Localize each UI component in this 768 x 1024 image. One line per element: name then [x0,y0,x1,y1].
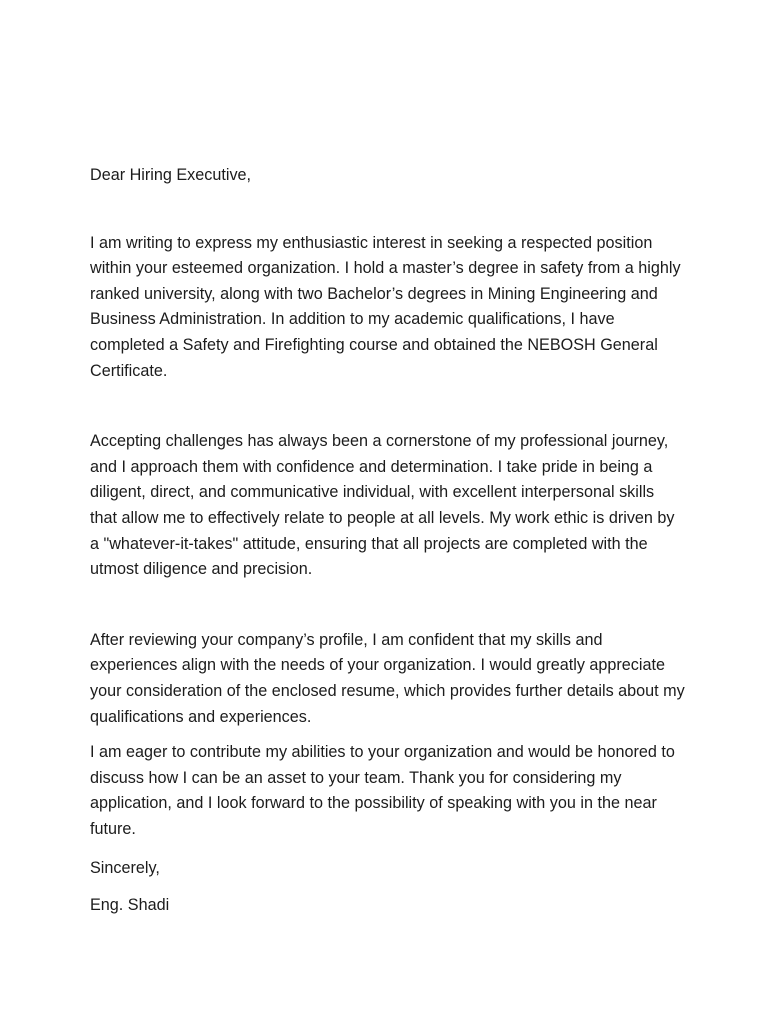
cover-letter [90,163,685,919]
paragraph-company-fit: After reviewing your company’s profile, I am confident that my skills and experiences align with the needs of your organization. I would greatly appreciate your consideration of the enclosed resume, which provides further details about my qualifications and experiences. [90,630,685,726]
signature: Eng. Shadi [90,896,170,915]
paragraph-character: Accepting challenges has always been a cornerstone of my professional journey, and I approach them with confidence and determination. I take pride in being a diligent, direct, and communicative individual, with excellent interpersonal skills that allow me to effectively relate to people at all levels. My work ethic is driven by a "whatever-it-takes" attitude, ensuring that all projects are completed with the utmost diligence and precision. [90,432,675,579]
closing: Sincerely, [90,859,160,878]
paragraph-qualifications: I am writing to express my enthusiastic interest in seeking a respected position within your esteemed organization. I hold a master’s degree in safety from a highly ranked university, along with two Bachelor’s degrees in Mining Engineering and Business Administration. In addition to my academic qualifications, I have completed a Safety and Firefighting course and obtained the NEBOSH General Certificate. [90,233,681,380]
paragraph-closing-remarks: I am eager to contribute my abilities to your organization and would be honored to discuss how I can be an asset to your team. Thank you for considering my application, and I look forward to the possibility of speaking with you in the near future. [90,743,675,838]
salutation: Dear Hiring Executive, [90,166,252,184]
